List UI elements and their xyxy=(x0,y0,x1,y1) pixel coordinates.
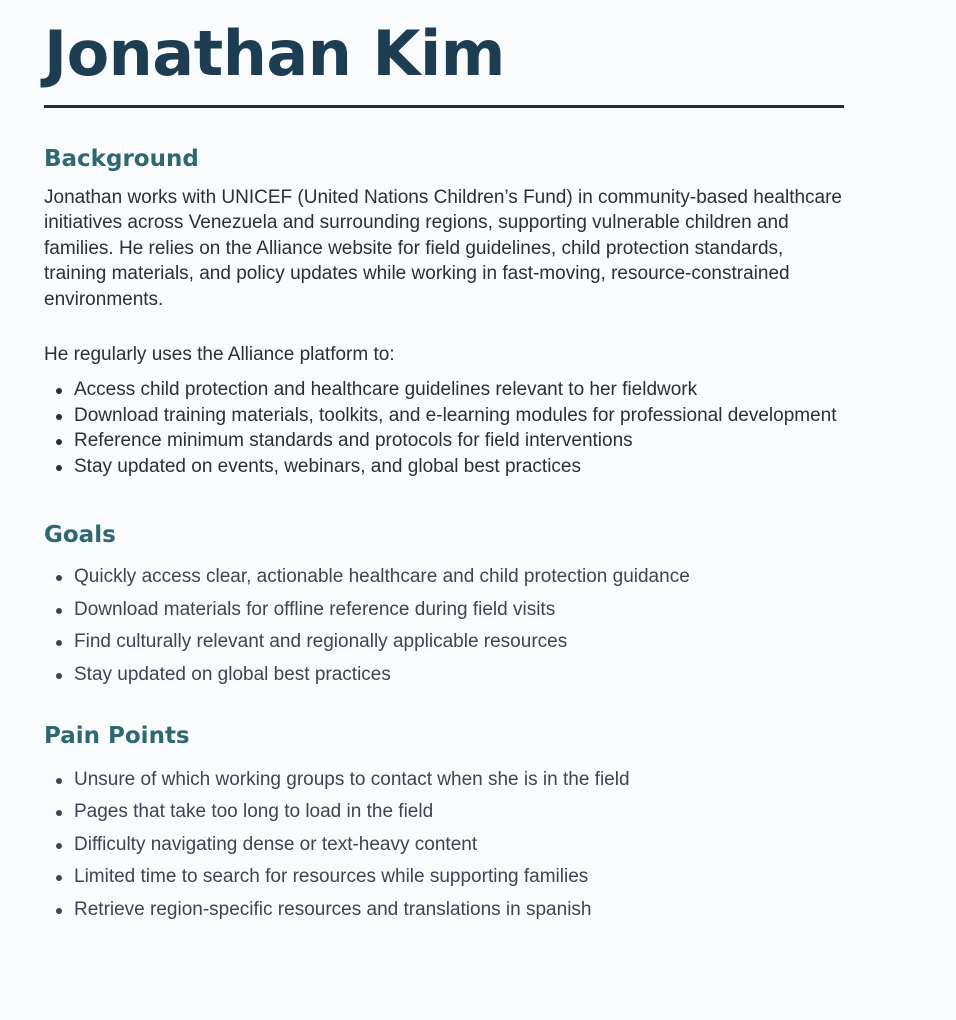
bullet-icon xyxy=(56,388,62,394)
list-item xyxy=(44,800,844,824)
bullet-icon xyxy=(56,673,62,679)
pain-points-list xyxy=(44,768,844,922)
bullet-icon xyxy=(56,439,62,445)
title-divider xyxy=(44,105,844,108)
background-section xyxy=(44,145,844,479)
bullet-icon xyxy=(56,575,62,581)
goals-list xyxy=(44,565,844,687)
pain-points-section xyxy=(44,722,844,922)
background-intro: He regularly uses the Alliance platform to: xyxy=(44,344,395,366)
list-item xyxy=(44,403,844,428)
persona-name: Jonathan Kim xyxy=(44,17,505,90)
list-item-text: Download training materials, toolkits, and e-learning modules for professional development xyxy=(74,404,837,426)
list-item xyxy=(44,598,844,622)
bullet-icon xyxy=(56,778,62,784)
list-item-text: Download materials for offline reference during field visits xyxy=(74,598,556,620)
list-item-text: Access child protection and healthcare guidelines relevant to her fieldwork xyxy=(74,379,698,401)
pain-points-heading: Pain Points xyxy=(44,722,190,749)
list-item-text: Limited time to search for resources while supporting families xyxy=(74,866,589,888)
list-item xyxy=(44,865,844,889)
list-item-text: Pages that take too long to load in the field xyxy=(74,801,434,823)
list-item-text: Find culturally relevant and regionally applicable resources xyxy=(74,631,568,653)
bullet-icon xyxy=(56,414,62,420)
list-item xyxy=(44,377,844,402)
list-item xyxy=(44,898,844,922)
list-item xyxy=(44,663,844,687)
goals-section xyxy=(44,521,844,687)
bullet-icon xyxy=(56,608,62,614)
bullet-icon xyxy=(56,640,62,646)
persona-page xyxy=(44,0,844,930)
list-item-text: Quickly access clear, actionable healthcare and child protection guidance xyxy=(74,566,690,588)
background-heading: Background xyxy=(44,146,199,172)
list-item xyxy=(44,565,844,589)
list-item-text: Stay updated on global best practices xyxy=(74,663,391,685)
bullet-icon xyxy=(56,875,62,881)
list-item xyxy=(44,428,844,453)
list-item xyxy=(44,454,844,479)
list-item-text: Stay updated on events, webinars, and global best practices xyxy=(74,455,581,477)
background-list xyxy=(44,377,844,479)
list-item xyxy=(44,833,844,857)
background-paragraph: Jonathan works with UNICEF (United Nations Children’s Fund) in community-based healthcare initiatives across Venezuela and surrounding regions, supporting vulnerable children and families. He relies on the Alliance website for field guidelines, child protection standards, training materials, and policy updates while working in fast-moving, resource-constrained environments. xyxy=(44,187,842,310)
list-item-text: Unsure of which working groups to contact when she is in the field xyxy=(74,768,630,790)
list-item-text: Difficulty navigating dense or text-heavy content xyxy=(74,833,478,855)
goals-heading: Goals xyxy=(44,522,116,549)
list-item-text: Reference minimum standards and protocols for field interventions xyxy=(74,430,633,452)
bullet-icon xyxy=(56,465,62,471)
list-item-text: Retrieve region-specific resources and translations in spanish xyxy=(74,898,592,920)
list-item xyxy=(44,630,844,654)
bullet-icon xyxy=(56,908,62,914)
bullet-icon xyxy=(56,810,62,816)
bullet-icon xyxy=(56,843,62,849)
list-item xyxy=(44,768,844,792)
